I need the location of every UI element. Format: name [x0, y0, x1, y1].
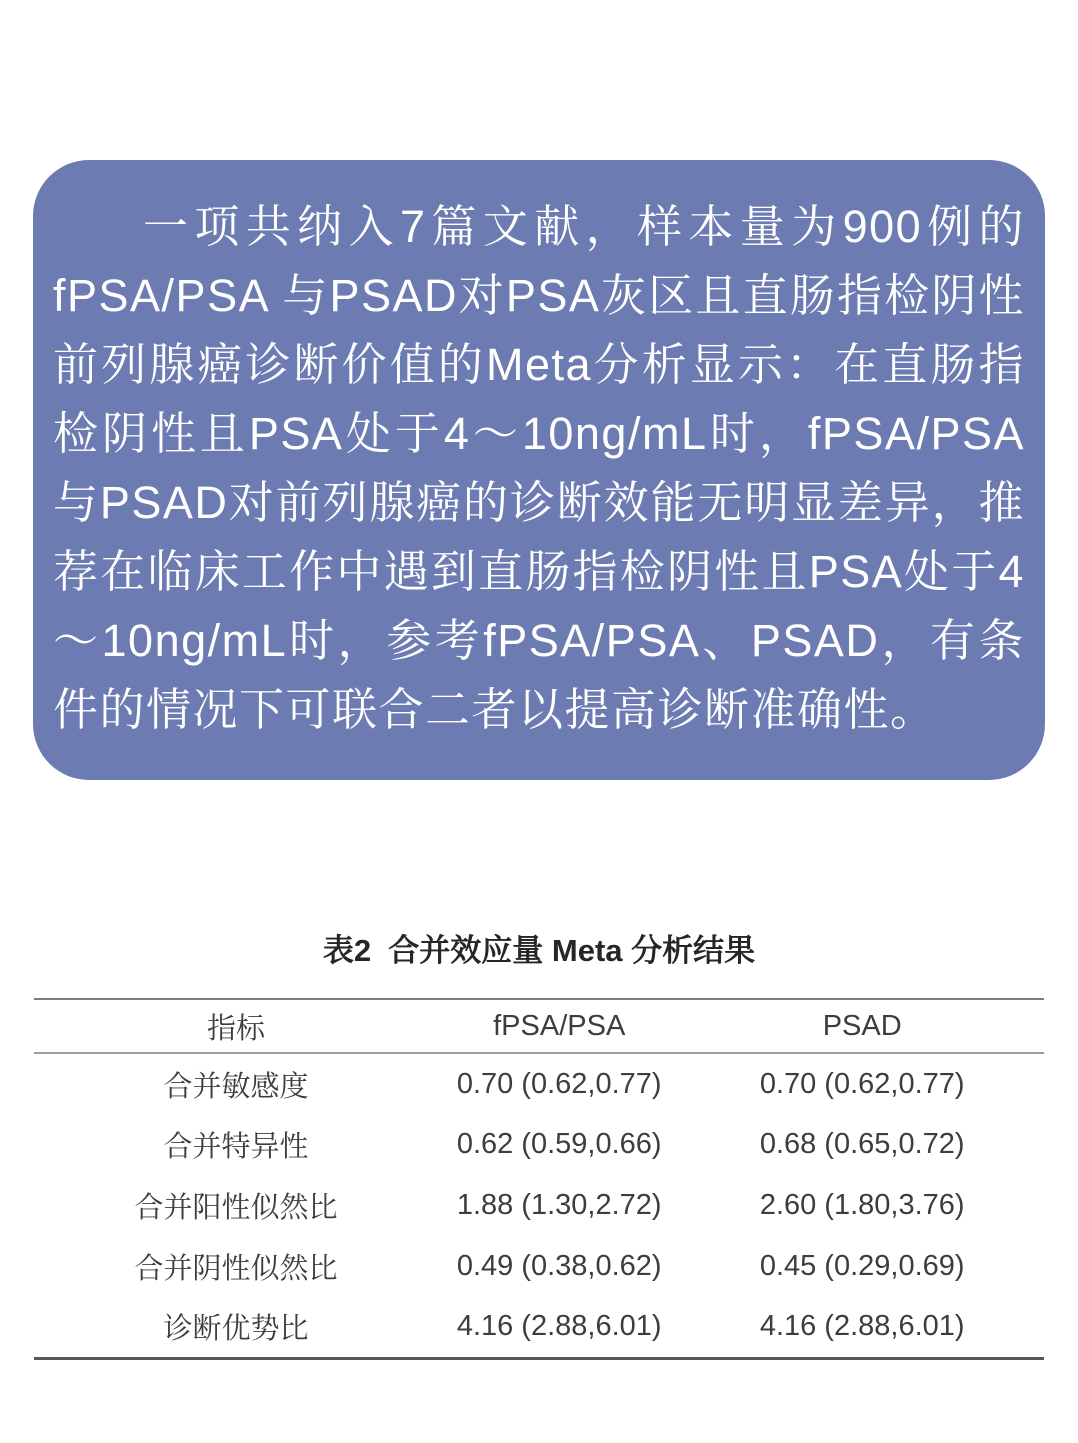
cell-psad: 4.16 (2.88,6.01) [759, 1310, 965, 1343]
table-row [34, 1297, 1044, 1358]
table-row [34, 1175, 1044, 1236]
col-header-psad: PSAD [822, 1009, 902, 1042]
table-header-row [34, 999, 1044, 1053]
cell-psad: 0.45 (0.29,0.69) [759, 1250, 965, 1282]
cell-fpsa-psa: 4.16 (2.88,6.01) [456, 1310, 662, 1343]
cell-indicator: 合并阳性似然比 [134, 1192, 338, 1224]
cell-psad: 0.68 (0.65,0.72) [759, 1128, 965, 1160]
cell-fpsa-psa: 0.70 (0.62,0.77) [456, 1067, 662, 1100]
cell-psad: 2.60 (1.80,3.76) [759, 1189, 965, 1221]
cell-psad: 0.70 (0.62,0.77) [759, 1067, 965, 1100]
cell-indicator: 诊断优势比 [163, 1313, 309, 1346]
col-header-fpsa-psa: fPSA/PSA [493, 1009, 626, 1042]
cell-indicator: 合并阴性似然比 [134, 1253, 338, 1285]
summary-text: 一项共纳入7篇文献，样本量为900例的fPSA/PSA 与PSAD对PSA灰区且直肠指检阴性前列腺癌诊断价值的Meta分析显示：在直肠指检阴性且PSA处于4～10ng/mL时，fPSA/PSA与PSAD对前列腺癌的诊断效能无明显差异，推荐在临床工作中遇到直肠指检阴性且PSA处于4～10ng/mL时，参考fPSA/PSA、PSAD，有条件的情况下可联合二者以提高诊断准确性。 [53, 201, 1025, 735]
meta-results-table [34, 998, 1044, 1360]
cell-indicator: 合并特异性 [163, 1131, 309, 1163]
cell-fpsa-psa: 1.88 (1.30,2.72) [456, 1189, 662, 1221]
summary-callout [33, 160, 1045, 780]
cell-indicator: 合并敏感度 [163, 1070, 309, 1103]
col-header-indicator: 指标 [206, 1012, 265, 1045]
table-row [34, 1053, 1044, 1114]
table-row [34, 1236, 1044, 1297]
table-row [34, 1114, 1044, 1175]
cell-fpsa-psa: 0.62 (0.59,0.66) [456, 1128, 662, 1160]
cell-fpsa-psa: 0.49 (0.38,0.62) [456, 1250, 662, 1282]
table-title: 表2 合并效应量 Meta 分析结果 [322, 933, 756, 968]
